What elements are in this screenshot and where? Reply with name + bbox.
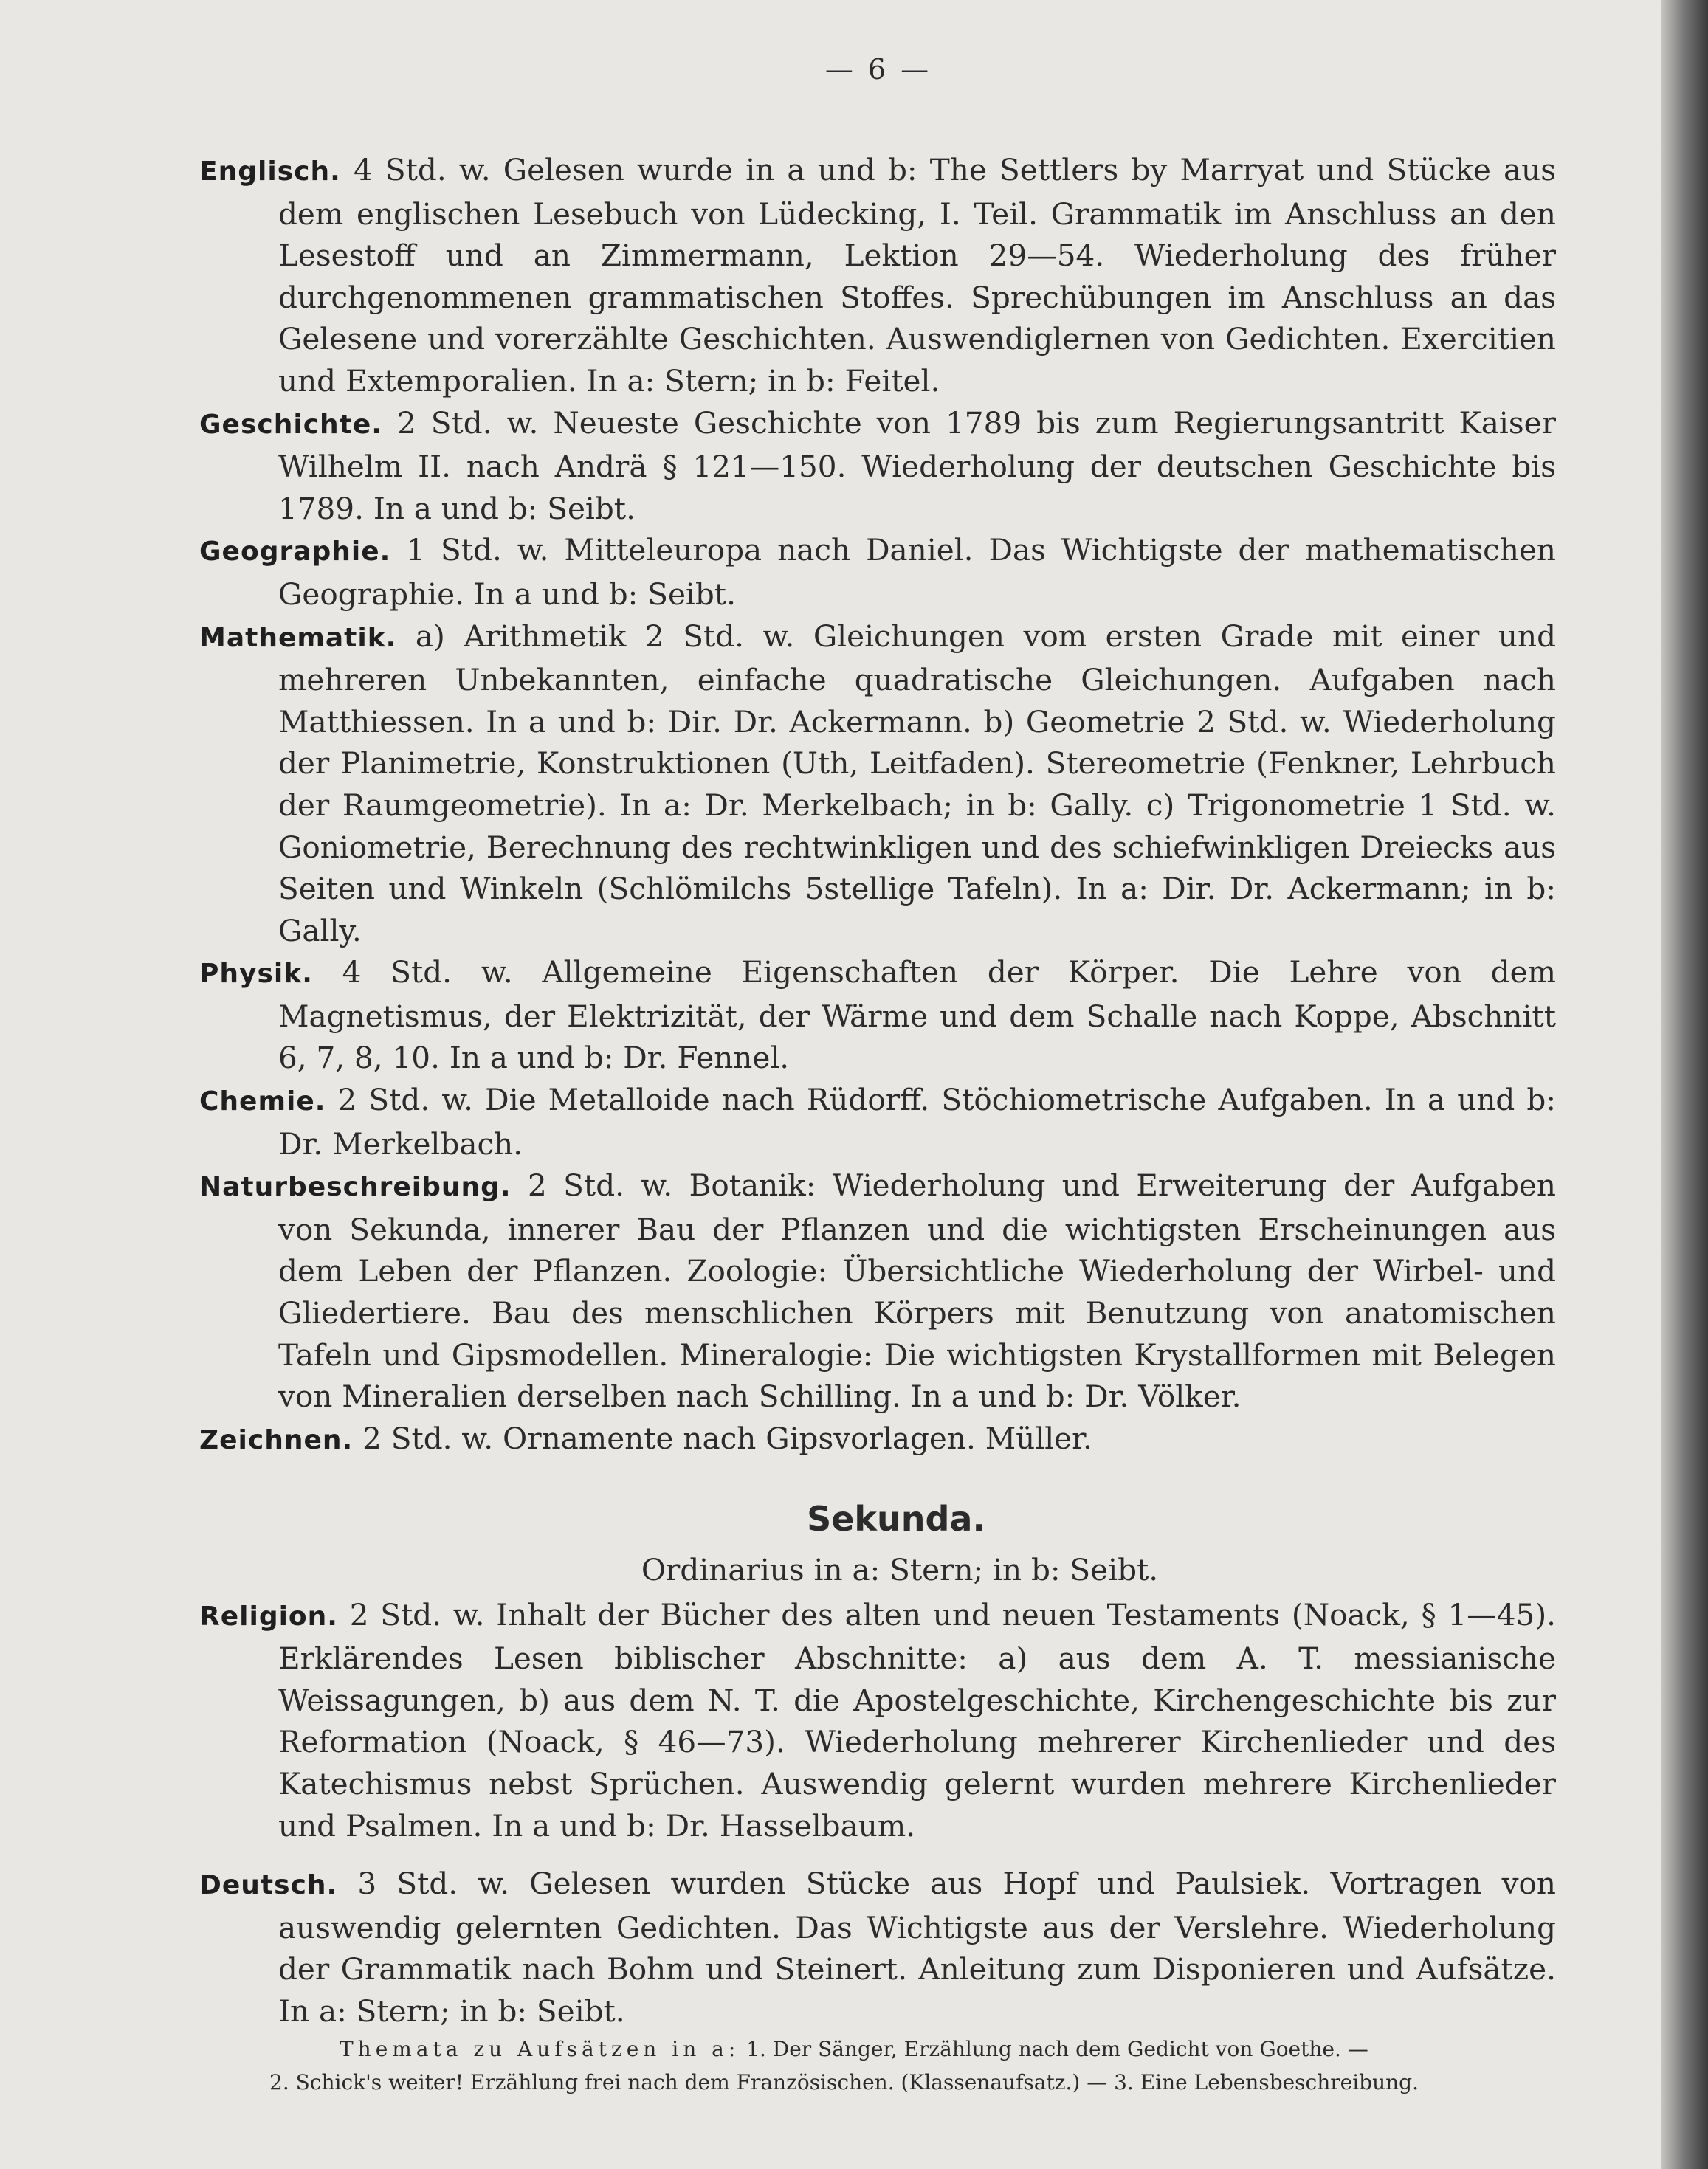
- themata-line-2: 2. Schick's weiter! Erzählung frei nach dem Französischen. (Klassenaufsatz.) — 3. Eine Lebensbeschreibung.: [269, 2069, 1419, 2094]
- subject-label: Geschichte.: [199, 409, 382, 440]
- entry-physik: [199, 951, 1556, 1079]
- entry-text: 2 Std. w. Neueste Geschichte von 1789 bis zum Regierungsantritt Kaiser Wilhelm II. nach Andrä § 121—150. Wiederholung der deutschen Geschichte bis 1789. In a und b: Seibt.: [278, 404, 1556, 526]
- entry-geographie: [199, 529, 1556, 615]
- entry-text: 2 Std. w. Inhalt der Bücher des alten und neuen Testaments (Noack, § 1—45). Erklärendes Lesen biblischer Abschnitte: a) aus dem A. T. messianische Weissagungen, b) aus dem N. T. die Apostelgeschichte, Kirchengeschichte bis zur Reformation (Noack, § 46—73). Wiederholung mehrerer Kirchenlieder und des Katechismus nebst Sprüchen. Auswendig gelernt wurden mehrere Kirchenlieder und Psalmen. In a und b: Dr. Hasselbaum.: [278, 1596, 1556, 1844]
- subject-label: Physik.: [199, 959, 313, 990]
- entry-geschichte: [199, 402, 1556, 530]
- entry-text: 3 Std. w. Gelesen wurden Stücke aus Hopf und Paulsiek. Vortragen von auswendig gelernten Gedichten. Das Wichtigste aus der Verslehre. Wiederholung der Grammatik nach Bohm und Steinert. Anleitung zum Disponieren und Aufsätze. In a: Stern; in b: Seibt.: [278, 1866, 1556, 2029]
- entry-chemie: [199, 1079, 1556, 1165]
- entry-text: 2 Std. w. Botanik: Wiederholung und Erweiterung der Aufgaben von Sekunda, innerer Bau der Pflanzen und die wichtigsten Erscheinungen aus dem Leben der Pflanzen. Zoologie: Übersichtliche Wiederholung der Wirbel- und Gliedertiere. Bau des menschlichen Körpers mit Benutzung von anatomischen Tafeln und Gipsmodellen. Mineralogie: Die wichtigsten Krystallformen mit Belegen von Mineralien derselben nach Schilling. In a und b: Dr. Völker.: [278, 1168, 1556, 1415]
- entry-text: a) Arithmetik 2 Std. w. Gleichungen vom ersten Grade mit einer und mehreren Unbekannten, einfache quadratische Gleichungen. Aufgaben nach Matthiessen. In a und b: Dir. Dr. Ackermann. b) Geometrie 2 Std. w. Wiederholung der Planimetrie, Konstruktionen (Uth, Leitfaden). Stereometrie (Fenkner, Lehrbuch der Raumgeometrie). In a: Dr. Merkelbach; in b: Gally. c) Trigonometrie 1 Std. w. Goniometrie, Berechnung des rechtwinkligen und des schiefwinkligen Dreiecks aus Seiten und Winkeln (Schlömilchs 5stellige Tafeln). In a: Dir. Dr. Ackermann; in b: Gally.: [278, 618, 1556, 948]
- entry-text: 4 Std. w. Allgemeine Eigenschaften der Körper. Die Lehre von dem Magnetismus, der Elektrizität, der Wärme und dem Schalle nach Koppe, Abschnitt 6, 7, 8, 10. In a und b: Dr. Fennel.: [278, 954, 1556, 1076]
- subject-label: Chemie.: [199, 1086, 326, 1117]
- entry-englisch: [199, 149, 1556, 402]
- section-heading-sekunda: Sekunda.: [807, 1499, 985, 1539]
- entry-religion: [199, 1594, 1556, 1847]
- sekunda-section: [199, 1594, 1556, 2099]
- subject-label: Geographie.: [199, 537, 391, 568]
- entry-text: 4 Std. w. Gelesen wurde in a und b: The Settlers by Marryat und Stücke aus dem englischen Lesebuch von Lüdecking, I. Teil. Grammatik im Anschluss an den Lesestoff und an Zimmermann, Lektion 29—54. Wiederholung des früher durchgenommenen grammatischen Stoffes. Sprechübungen im Anschluss an das Gelesene und vorerzählte Geschichten. Auswendiglernen von Gedichten. Exercitien und Extemporalien. In a: Stern; in b: Feitel.: [278, 152, 1557, 399]
- entry-text: 2 Std. w. Die Metalloide nach Rüdorff. Stöchiometrische Aufgaben. In a und b: Dr. Merkelbach.: [278, 1082, 1556, 1162]
- subject-label: Mathematik.: [199, 622, 397, 653]
- page-number: — 6 —: [824, 53, 932, 86]
- themata-first-topic: 1. Der Sänger, Erzählung nach dem Gedicht von Goethe. —: [746, 2036, 1368, 2061]
- subject-label: Deutsch.: [199, 1870, 338, 1901]
- entry-mathematik: [199, 615, 1556, 952]
- subject-label: Zeichnen.: [199, 1424, 354, 1455]
- spacer: [199, 1846, 1556, 1863]
- entry-deutsch: [199, 1863, 1556, 2032]
- page-spine-shadow: [1661, 0, 1708, 2169]
- ordinarius-line: Ordinarius in a: Stern; in b: Seibt.: [641, 1552, 1159, 1587]
- entry-text: 2 Std. w. Ornamente nach Gipsvorlagen. Müller.: [362, 1420, 1092, 1456]
- entry-text: 1 Std. w. Mitteleuropa nach Daniel. Das Wichtigste der mathematischen Geographie. In a und b: Seibt.: [278, 532, 1556, 612]
- page-content: [199, 149, 1556, 2099]
- themata-note: [199, 2032, 1556, 2099]
- subject-label: Englisch.: [199, 156, 341, 187]
- upper-section: [199, 149, 1556, 1461]
- entry-naturbeschreibung: [199, 1165, 1556, 1418]
- themata-label: Themata zu Aufsätzen in a:: [340, 2036, 740, 2061]
- subject-label: Religion.: [199, 1601, 338, 1632]
- subject-label: Naturbeschreibung.: [199, 1172, 512, 1203]
- themata-line-1: [199, 2032, 1556, 2066]
- entry-zeichnen: [199, 1418, 1556, 1462]
